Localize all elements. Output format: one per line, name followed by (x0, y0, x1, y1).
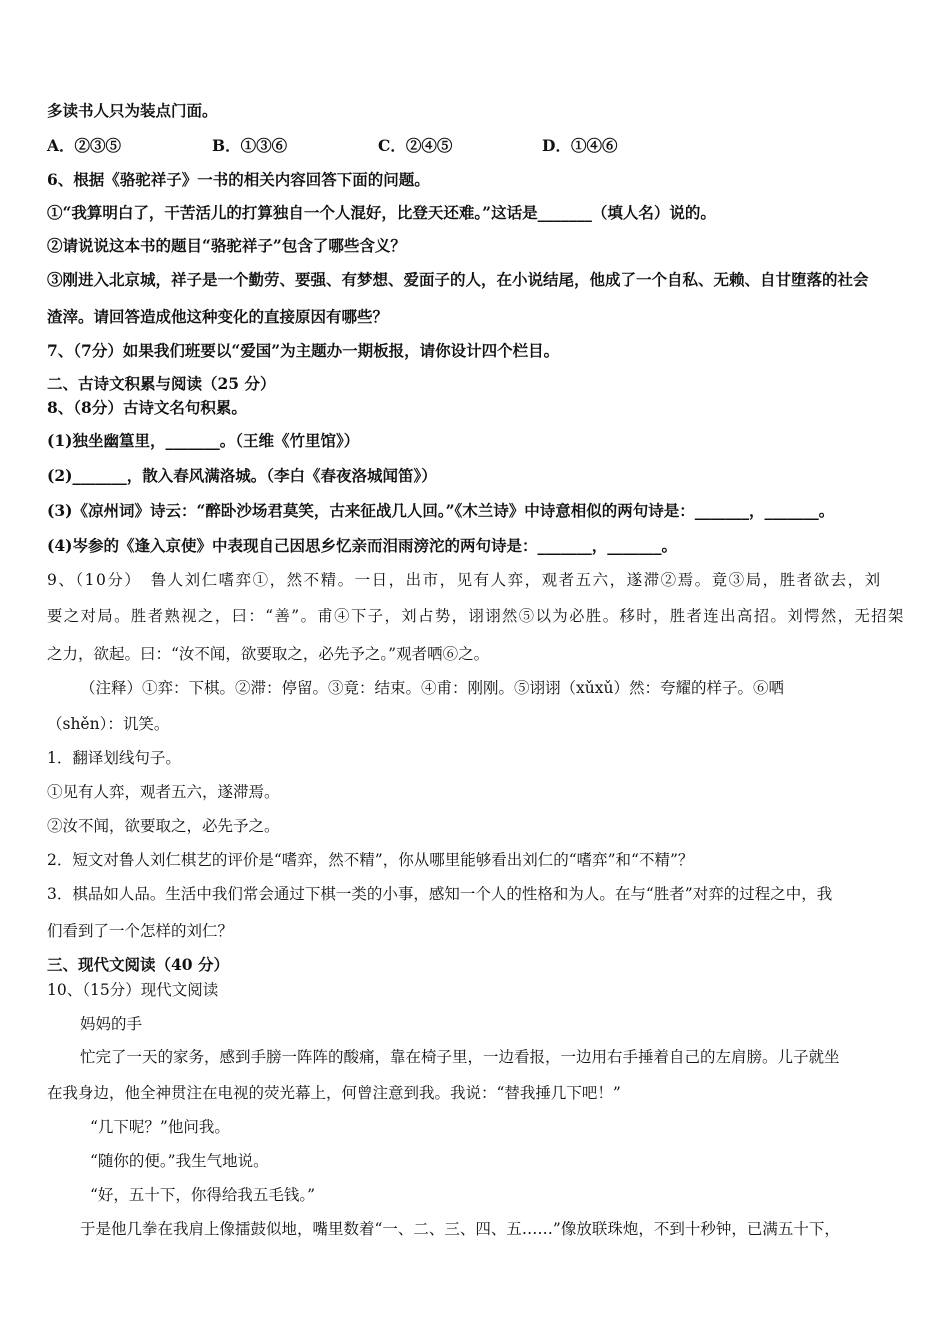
passage-dialogue-1: “几下呢？”他问我。 (90, 1118, 230, 1136)
question-6-title: 6、根据《骆驼祥子》一书的相关内容回答下面的问题。 (47, 170, 430, 189)
passage-dialogue-2: “随你的便。”我生气地说。 (90, 1152, 269, 1170)
question-8-1: (1)独坐幽篁里，_______。（王维《竹里馆》） (47, 431, 360, 450)
line-intro: 多读书人只为装点门面。 (47, 101, 218, 120)
question-9-passage-3: 之力，欲起。曰：“汝不闻，欲要取之，必先予之。”观者哂⑥之。 (47, 645, 490, 663)
question-9-1-b: ②汝不闻，欲要取之，必先予之。 (47, 817, 280, 835)
question-7: 7、（7分）如果我们班要以“爱国”为主题办一期板报，请你设计四个栏目。 (47, 341, 560, 360)
option-b: B．①③⑥ (212, 136, 288, 155)
option-c: C．②④⑤ (378, 136, 453, 155)
question-10: 10、（15分）现代文阅读 (47, 981, 219, 999)
question-9-3: 3．棋品如人品。生活中我们常会通过下棋一类的小事，感知一个人的性格和为人。在与“胜者”对弈的过程之中，我 (47, 885, 833, 903)
question-6-3-cont: 渣滓。请回答造成他这种变化的直接原因有哪些？ (47, 307, 389, 326)
annotation-note-cont: （shěn）：讥笑。 (47, 715, 170, 733)
section-3-heading: 三、现代文阅读（40 分） (47, 955, 229, 974)
question-6-1: ①“我算明白了，干苦活儿的打算独自一个人混好，比登天还难。”这话是_______（填人名）说的。 (47, 203, 716, 222)
passage-dialogue-3: “好，五十下，你得给我五毛钱。” (90, 1186, 316, 1204)
question-8: 8、（8分）古诗文名句积累。 (47, 398, 247, 417)
question-9-2: 2．短文对鲁人刘仁棋艺的评价是“嗜弈，然不精”，你从哪里能够看出刘仁的“嗜弈”和“不精”？ (47, 851, 694, 869)
question-9-passage-2: 要之对局。胜者熟视之，曰：“善”。甫④下子，刘占势，诩诩然⑤以为必胜。移时，胜者连出高招。刘愕然，无招架 (47, 607, 905, 625)
question-8-2: (2)_______，散入春风满洛城。（李白《春夜洛城闻笛》） (47, 466, 437, 485)
question-6-2: ②请说说这本书的题目“骆驼祥子”包含了哪些含义？ (47, 236, 406, 255)
option-d: D．①④⑥ (542, 136, 618, 155)
passage-para-1-cont: 在我身边，他全神贯注在电视的荧光幕上，何曾注意到我。我说：“替我捶几下吧！” (47, 1084, 621, 1102)
section-2-heading: 二、古诗文积累与阅读（25 分） (47, 374, 276, 393)
option-a: A．②③⑤ (47, 136, 122, 155)
question-6-3: ③刚进入北京城，祥子是一个勤劳、要强、有梦想、爱面子的人，在小说结尾，他成了一个自私、无赖、自甘堕落的社会 (47, 270, 869, 289)
annotation-note: （注释）①弈：下棋。②滞：停留。③竟：结束。④甫：刚刚。⑤诩诩（xǔxǔ）然：夸耀的样子。⑥哂 (80, 679, 784, 697)
passage-title: 妈妈的手 (80, 1015, 143, 1033)
question-9-1: 1．翻译划线句子。 (47, 749, 181, 767)
question-9-3-cont: 们看到了一个怎样的刘仁？ (47, 922, 234, 940)
question-8-3: (3)《凉州词》诗云：“醉卧沙场君莫笑，古来征战几人回。”《木兰诗》中诗意相似的两句诗是：_______，_______。 (47, 501, 835, 520)
passage-para-2: 于是他几拳在我肩上像擂鼓似地，嘴里数着“一、二、三、四、五……”像放联珠炮，不到十秒钟，已满五十下， (80, 1220, 840, 1238)
passage-para-1: 忙完了一天的家务，感到手膀一阵阵的酸痛，靠在椅子里，一边看报，一边用右手捶着自己的左肩膀。儿子就坐 (80, 1048, 840, 1066)
question-9-1-a: ①见有人弈，观者五六，遂滞焉。 (47, 783, 280, 801)
question-8-4: (4)岑参的《逢入京使》中表现自己因思乡忆亲而泪雨滂沱的两句诗是：_______，_______。 (47, 536, 677, 555)
question-9-passage: 9、（10分） 鲁人刘仁嗜弈①，然不精。一日，出市，见有人弈，观者五六，遂滞②焉。竟③局，胜者欲去，刘 (47, 571, 882, 589)
